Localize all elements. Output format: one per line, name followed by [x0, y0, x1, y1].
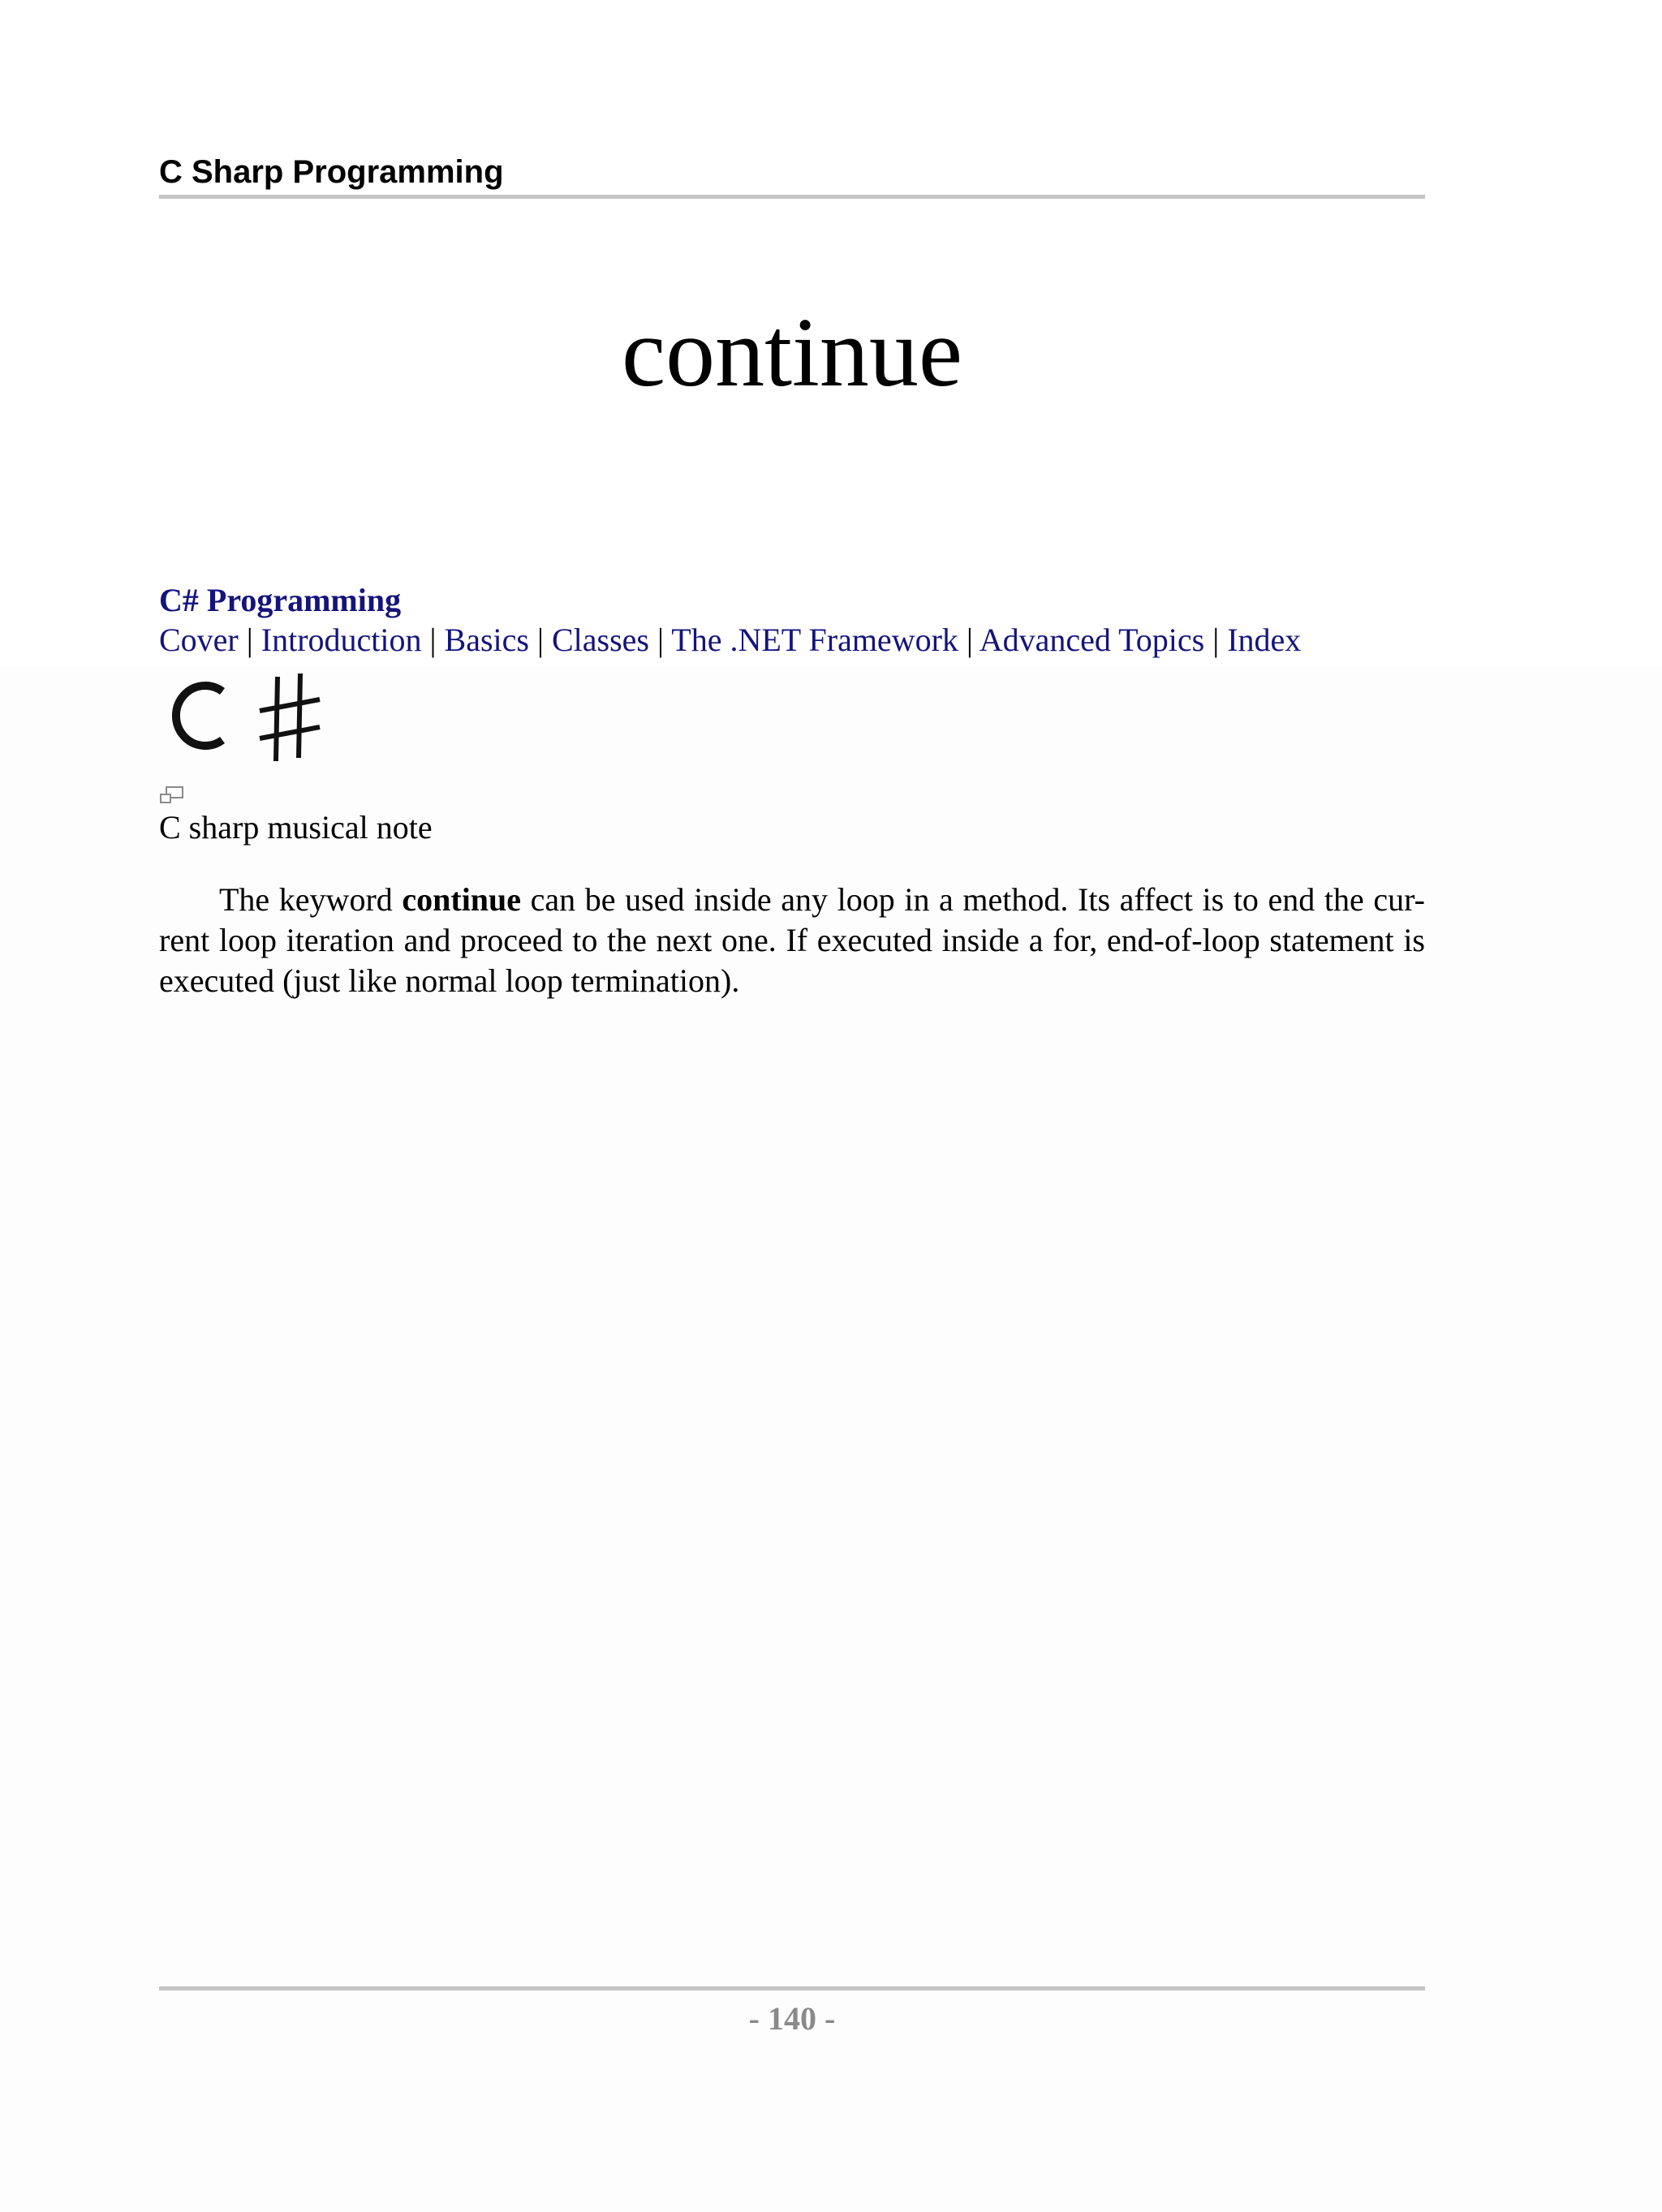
body-line — [159, 880, 1425, 920]
nav-link-advanced-topics[interactable]: Advanced Topics — [979, 622, 1205, 658]
nav-separator: | — [657, 622, 672, 658]
page-title: continue — [621, 298, 963, 407]
nav-separator: | — [429, 622, 445, 658]
nav-link-classes[interactable]: Classes — [551, 622, 649, 658]
keyword-continue: continue — [402, 881, 522, 918]
nav-separator: | — [1212, 622, 1228, 658]
book-title: C# Programming — [159, 582, 402, 618]
nav-link-index[interactable]: Index — [1227, 622, 1302, 658]
nav-separator: | — [536, 622, 552, 658]
body-text: can be used inside any loop in a method. Its affect is to end the cur- — [521, 881, 1425, 918]
running-header: C Sharp Programming — [159, 154, 504, 190]
body-text-lead: The keyword — [219, 881, 403, 918]
body-paragraph — [159, 880, 1425, 1001]
nav-link-cover[interactable]: Cover — [159, 622, 239, 658]
nav-separator: | — [246, 622, 261, 658]
nav-link-dotnet-framework[interactable]: The .NET Framework — [671, 622, 958, 658]
c-sharp-logo-icon[interactable] — [156, 670, 334, 768]
header-rule — [159, 195, 1425, 199]
page-number: - 140 - — [748, 2000, 836, 2037]
nav-link-basics[interactable]: Basics — [444, 622, 529, 658]
footer-rule — [159, 1986, 1425, 1990]
enlarge-icon[interactable] — [159, 785, 185, 805]
nav-separator: | — [966, 622, 980, 658]
figure-caption: C sharp musical note — [159, 809, 433, 846]
nav-link-introduction[interactable]: Introduction — [260, 622, 422, 658]
body-line: rent loop iteration and proceed to the next one. If executed inside a for, end-of-loop statement is — [159, 922, 1425, 958]
body-line: executed (just like normal loop termination). — [159, 962, 740, 999]
book-navigation — [159, 620, 1301, 661]
